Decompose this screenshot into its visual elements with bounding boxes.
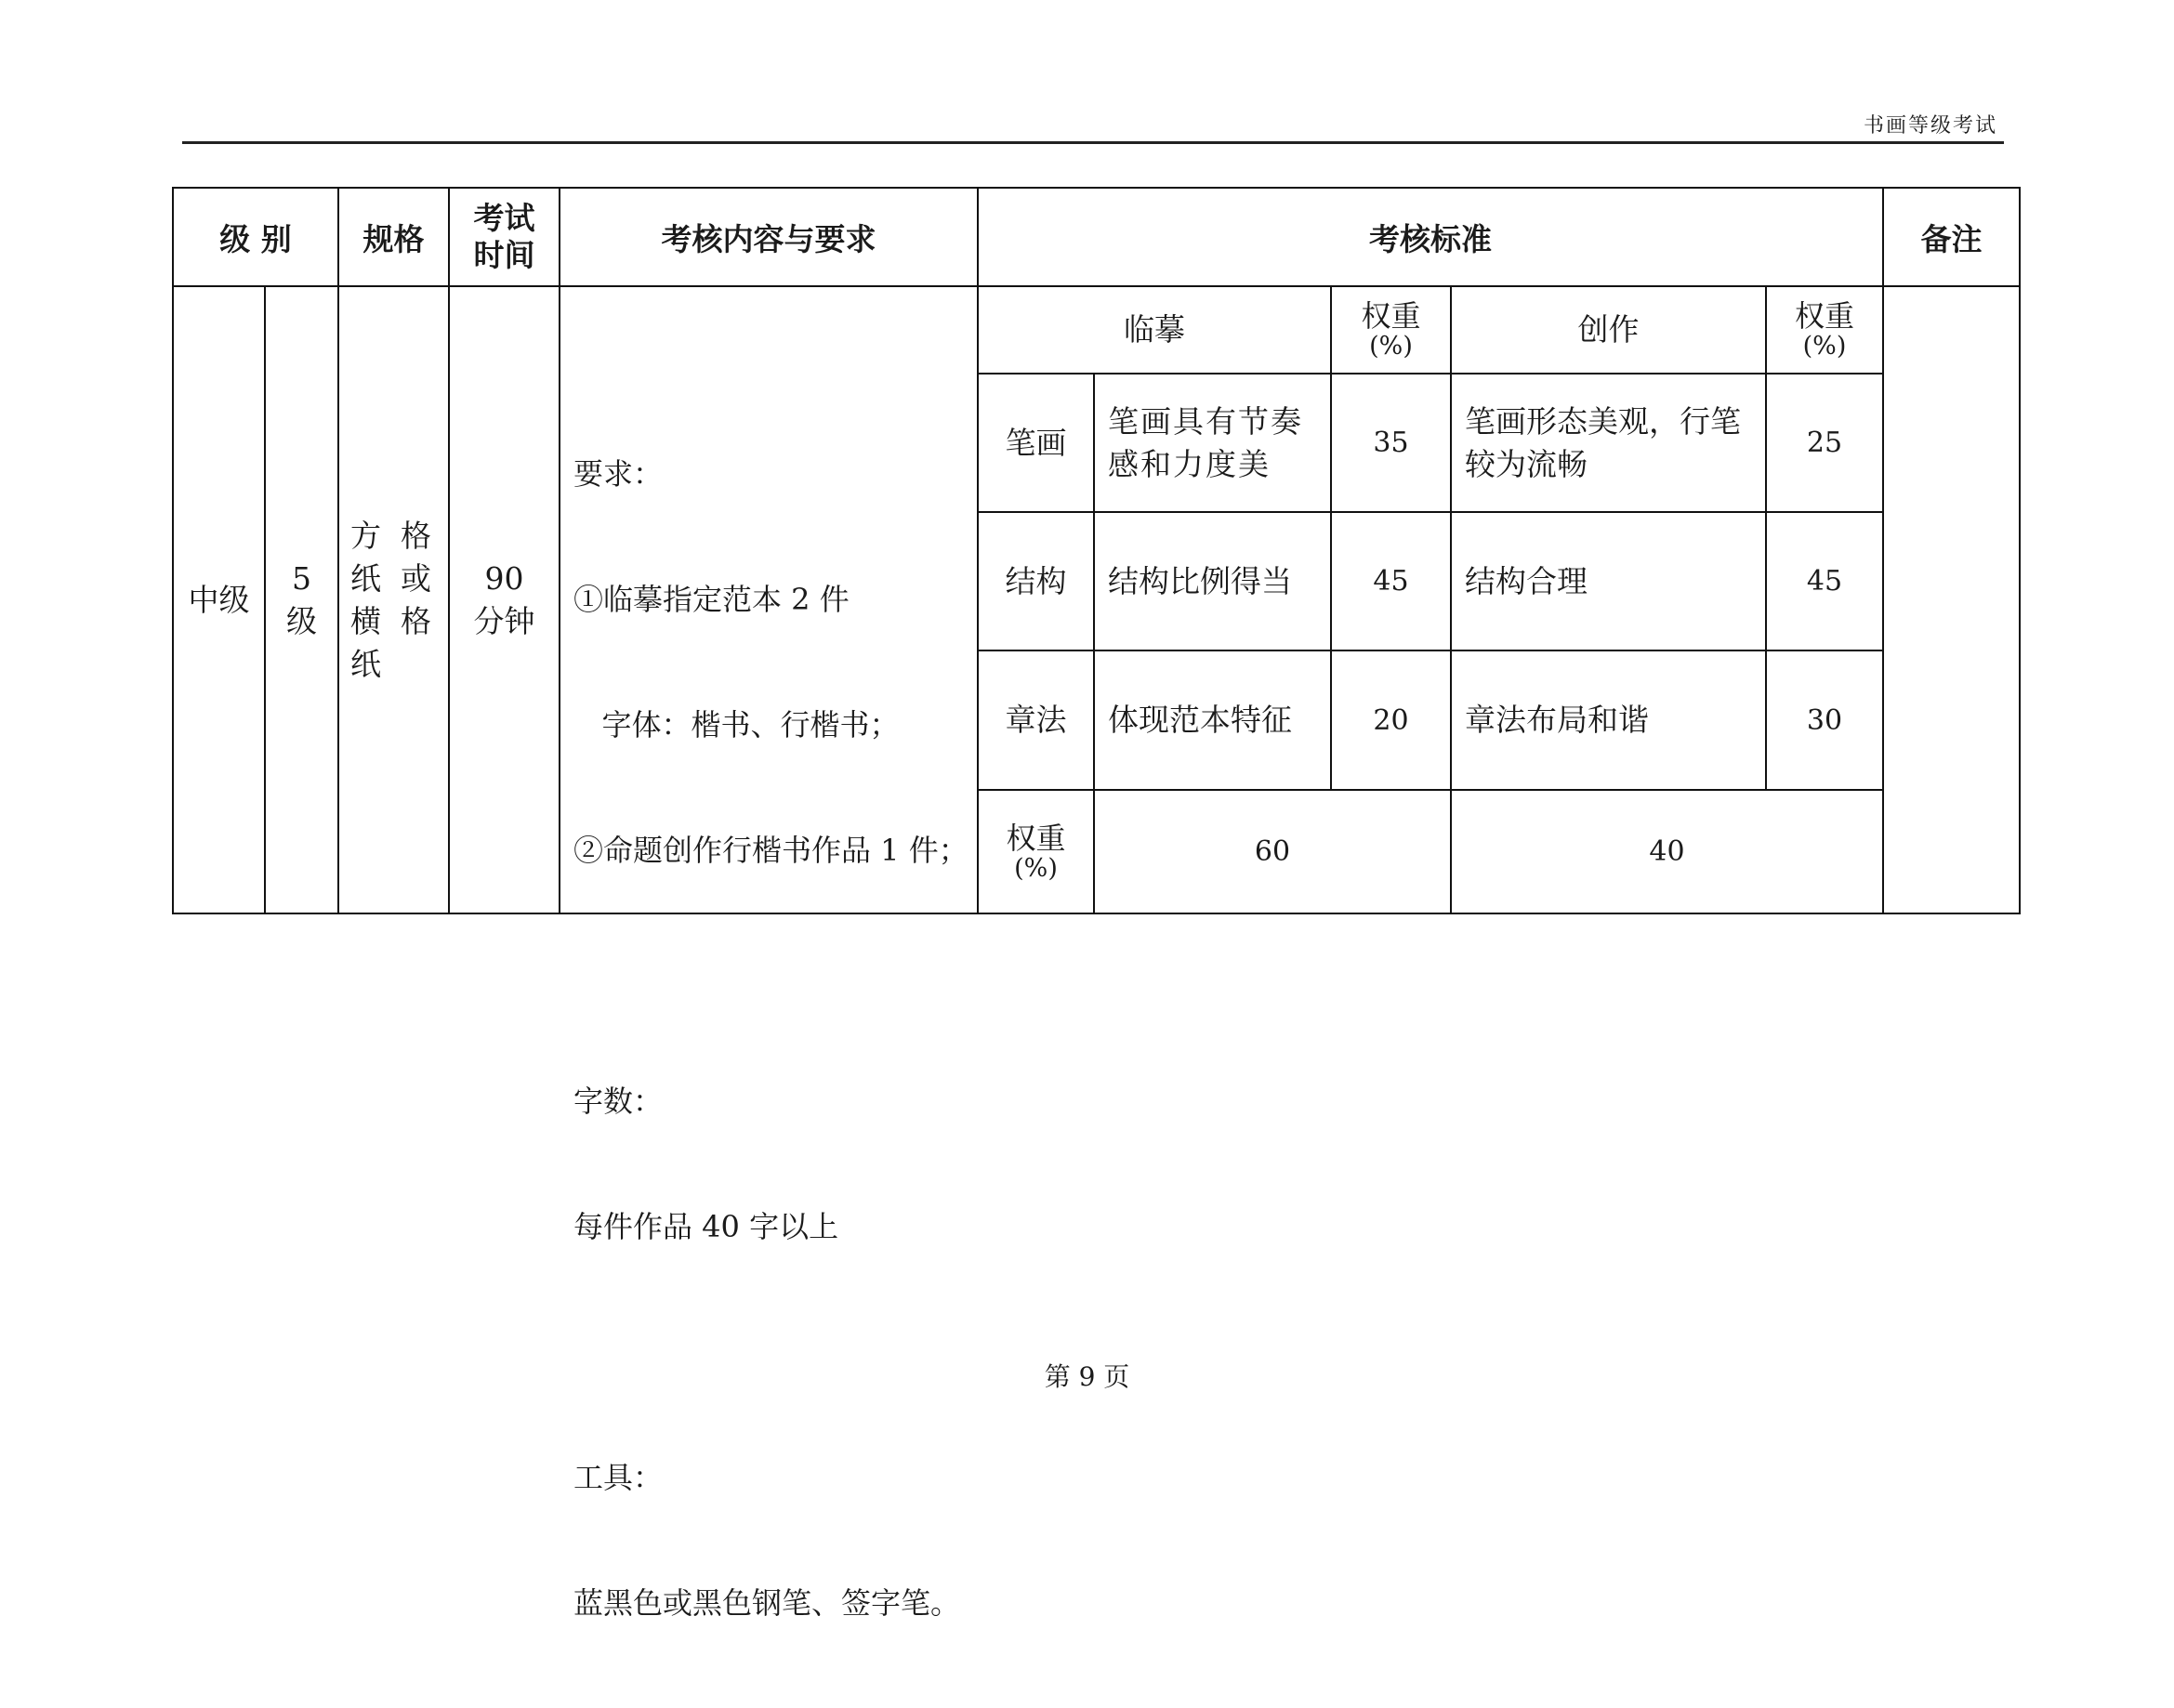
- criterion-copy-weight: [1332, 374, 1450, 511]
- weight-total-create: [1452, 791, 1882, 913]
- header-content: [560, 189, 977, 285]
- content-line: ①临摹指定范本 2 件: [573, 582, 850, 617]
- page-number: 第 9 页: [1044, 1361, 1130, 1392]
- weight-total-label-line2: (%): [1014, 853, 1058, 883]
- exam-time-value: 90: [484, 559, 524, 597]
- criterion-name-text: 结构: [1005, 562, 1067, 599]
- header-time-line2: 时间: [473, 237, 535, 273]
- header-level-text: 级 别: [219, 220, 292, 257]
- criterion-copy-weight: [1332, 513, 1450, 650]
- content-line: 工具：: [573, 1460, 664, 1495]
- content-requirements: [573, 370, 968, 1708]
- weight-percent: (%): [1369, 332, 1413, 361]
- sub-header-create-weight: [1767, 287, 1882, 373]
- header-standard-text: 考核标准: [1369, 220, 1492, 257]
- header-standard: [979, 189, 1882, 285]
- criterion-create-weight-text: 45: [1806, 565, 1843, 598]
- criterion-create: [1452, 651, 1765, 789]
- level-name-text: 中级: [188, 581, 250, 618]
- weight-total-create-text: 40: [1649, 835, 1685, 868]
- spec: [339, 287, 448, 913]
- exam-time-unit: 分钟: [473, 602, 535, 639]
- content-line: 蓝黑色或黑色钢笔、签字笔。: [573, 1585, 961, 1621]
- content-line: 每件作品 40 字以上: [573, 1209, 839, 1244]
- criterion-copy: [1095, 651, 1330, 789]
- criterion-create-weight-text: 25: [1806, 427, 1843, 459]
- criterion-copy: [1095, 513, 1330, 650]
- header-spec: [339, 189, 448, 285]
- weight-percent: (%): [1802, 332, 1847, 361]
- content-line: 要求：: [573, 456, 664, 492]
- criterion-create: [1452, 513, 1765, 650]
- weight-total-label-line1: 权重: [1006, 820, 1066, 856]
- grade-unit: 级: [286, 602, 317, 639]
- header-time-line1: 考试: [473, 200, 535, 236]
- sub-header-create: [1452, 287, 1765, 373]
- col-line-content: [559, 187, 560, 914]
- sub-header-copy-text: 临摹: [1124, 311, 1185, 348]
- spec-line1: 方 格: [350, 517, 431, 554]
- criterion-name: [979, 374, 1093, 511]
- criterion-create-weight-text: 30: [1806, 703, 1843, 737]
- weight-total-copy-text: 60: [1254, 835, 1291, 868]
- header-level: [174, 189, 337, 285]
- table-border-right: [2019, 187, 2021, 914]
- criterion-copy-line1: 结构比例得当: [1108, 562, 1292, 599]
- weight-label: 权重: [1794, 298, 1854, 334]
- exam-time: [450, 287, 559, 913]
- spec-line4: 纸: [350, 645, 381, 682]
- criterion-copy-weight-text: 20: [1373, 703, 1409, 737]
- weight-total-copy: [1095, 791, 1450, 913]
- criterion-name: [979, 513, 1093, 650]
- content-line: ②命题创作行楷书作品 1 件；: [573, 833, 968, 868]
- criterion-copy-line2: 感和力度美: [1108, 445, 1271, 482]
- weight-total-label: [979, 791, 1093, 913]
- criterion-copy-weight-text: 35: [1373, 427, 1409, 459]
- criterion-copy-weight-text: 45: [1373, 565, 1409, 598]
- running-header: 书画等级考试: [1863, 114, 1997, 138]
- criterion-name: [979, 651, 1093, 789]
- criterion-create-line1: 笔画形态美观，行笔: [1465, 402, 1741, 440]
- content-gap: [573, 955, 968, 997]
- header-spec-text: 规格: [362, 220, 425, 257]
- criterion-create-weight: [1767, 513, 1882, 650]
- content-line: 字体：楷书、行楷书；: [573, 707, 900, 742]
- header-remarks-text: 备注: [1920, 220, 1983, 257]
- spec-line2: 纸 或: [350, 559, 431, 597]
- criterion-copy-line1: 体现范本特征: [1108, 702, 1292, 738]
- criterion-create-line1: 章法布局和谐: [1465, 702, 1649, 738]
- criterion-copy-weight: [1332, 651, 1450, 789]
- grade-number: 5: [292, 559, 311, 597]
- sub-header-copy-weight: [1332, 287, 1450, 373]
- sub-header-create-text: 创作: [1577, 311, 1640, 348]
- criterion-copy-line1: 笔画具有节奏: [1108, 402, 1303, 440]
- header-remarks: [1884, 189, 2019, 285]
- sub-header-copy: [979, 287, 1330, 373]
- header-content-text: 考核内容与要求: [661, 220, 876, 257]
- criterion-name-text: 章法: [1005, 702, 1067, 738]
- spec-line3: 横 格: [350, 602, 431, 639]
- grade: [266, 287, 337, 913]
- remarks-cell: [1884, 287, 2019, 913]
- criterion-name-text: 笔画: [1005, 424, 1067, 461]
- criterion-create-weight: [1767, 374, 1882, 511]
- header-time: [450, 189, 559, 285]
- criterion-copy: [1095, 374, 1330, 511]
- content-line: 字数：: [573, 1084, 664, 1119]
- weight-label: 权重: [1361, 298, 1421, 334]
- criterion-create-line1: 结构合理: [1465, 562, 1588, 599]
- criterion-create-line2: 较为流畅: [1465, 445, 1588, 482]
- criterion-create-weight: [1767, 651, 1882, 789]
- criterion-create: [1452, 374, 1765, 511]
- level-name: [174, 287, 264, 913]
